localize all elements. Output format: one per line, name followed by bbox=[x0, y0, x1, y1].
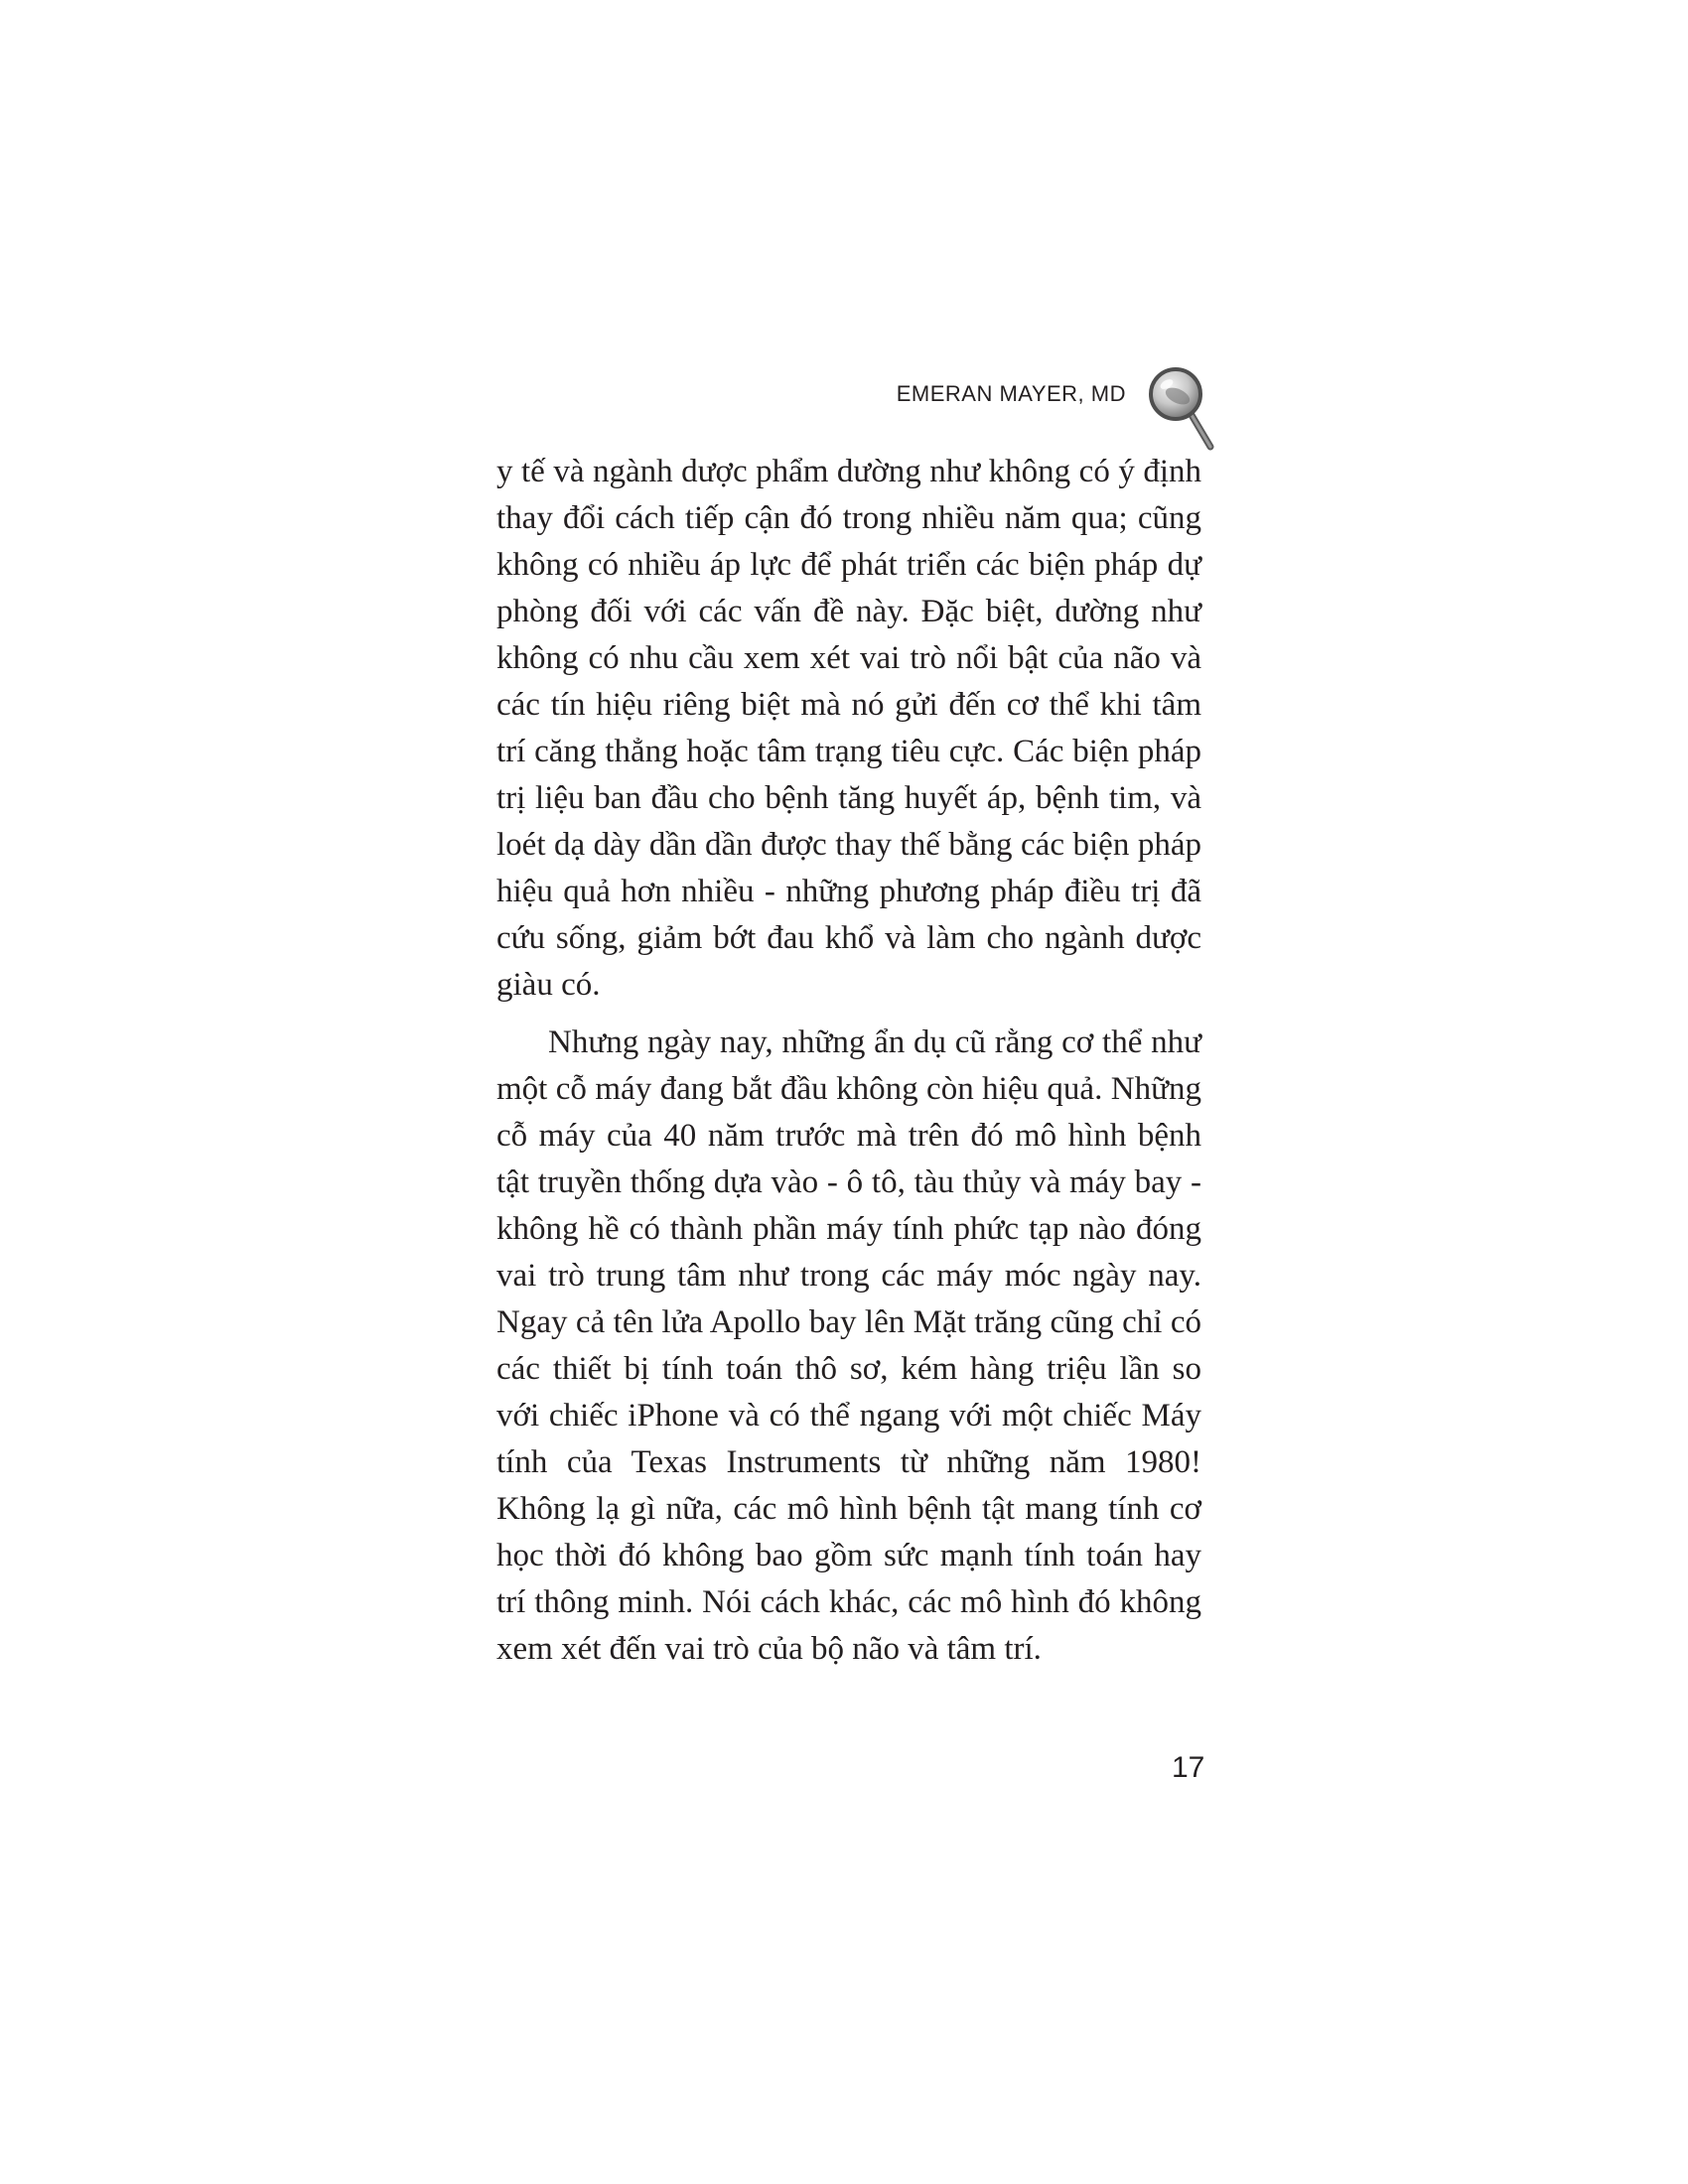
running-header-author: EMERAN MAYER, MD bbox=[896, 381, 1126, 406]
page-number: 17 bbox=[1172, 1751, 1205, 1784]
paragraph: Nhưng ngày nay, những ẩn dụ cũ rằng cơ thể như một cỗ máy đang bắt đầu không còn hiệu quả. Những cỗ máy của 40 năm trước mà trên đó mô hình bệnh tật truyền thống dựa vào - ô tô, tàu thủy và máy bay - không hề có thành phần máy tính phức tạp nào đóng vai trò trung tâm như trong các máy móc ngày nay. Ngay cả tên lửa Apollo bay lên Mặt trăng cũng chỉ có các thiết bị tính toán thô sơ, kém hàng triệu lần so với chiếc iPhone và có thể ngang với một chiếc Máy tính của Texas Instruments từ những năm 1980! Không lạ gì nữa, các mô hình bệnh tật mang tính cơ học thời đó không bao gồm sức mạnh tính toán hay trí thông minh. Nói cách khác, các mô hình đó không xem xét đến vai trò của bộ não và tâm trí. bbox=[496, 1024, 1201, 1667]
paragraph: y tế và ngành dược phẩm dường như không có ý định thay đổi cách tiếp cận đó trong nhiều năm qua; cũng không có nhiều áp lực để phát triển các biện pháp dự phòng đối với các vấn đề này. Đặc biệt, dường như không có nhu cầu xem xét vai trò nổi bật của não và các tín hiệu riêng biệt mà nó gửi đến cơ thể khi tâm trí căng thẳng hoặc tâm trạng tiêu cực. Các biện pháp trị liệu ban đầu cho bệnh tăng huyết áp, bệnh tim, và loét dạ dày dần dần được thay thế bằng các biện pháp hiệu quả hơn nhiều - những phương pháp điều trị đã cứu sống, giảm bớt đau khổ và làm cho ngành dược giàu có. bbox=[496, 454, 1201, 1003]
body-text bbox=[496, 449, 1201, 1673]
magnifier-icon bbox=[1145, 363, 1214, 453]
